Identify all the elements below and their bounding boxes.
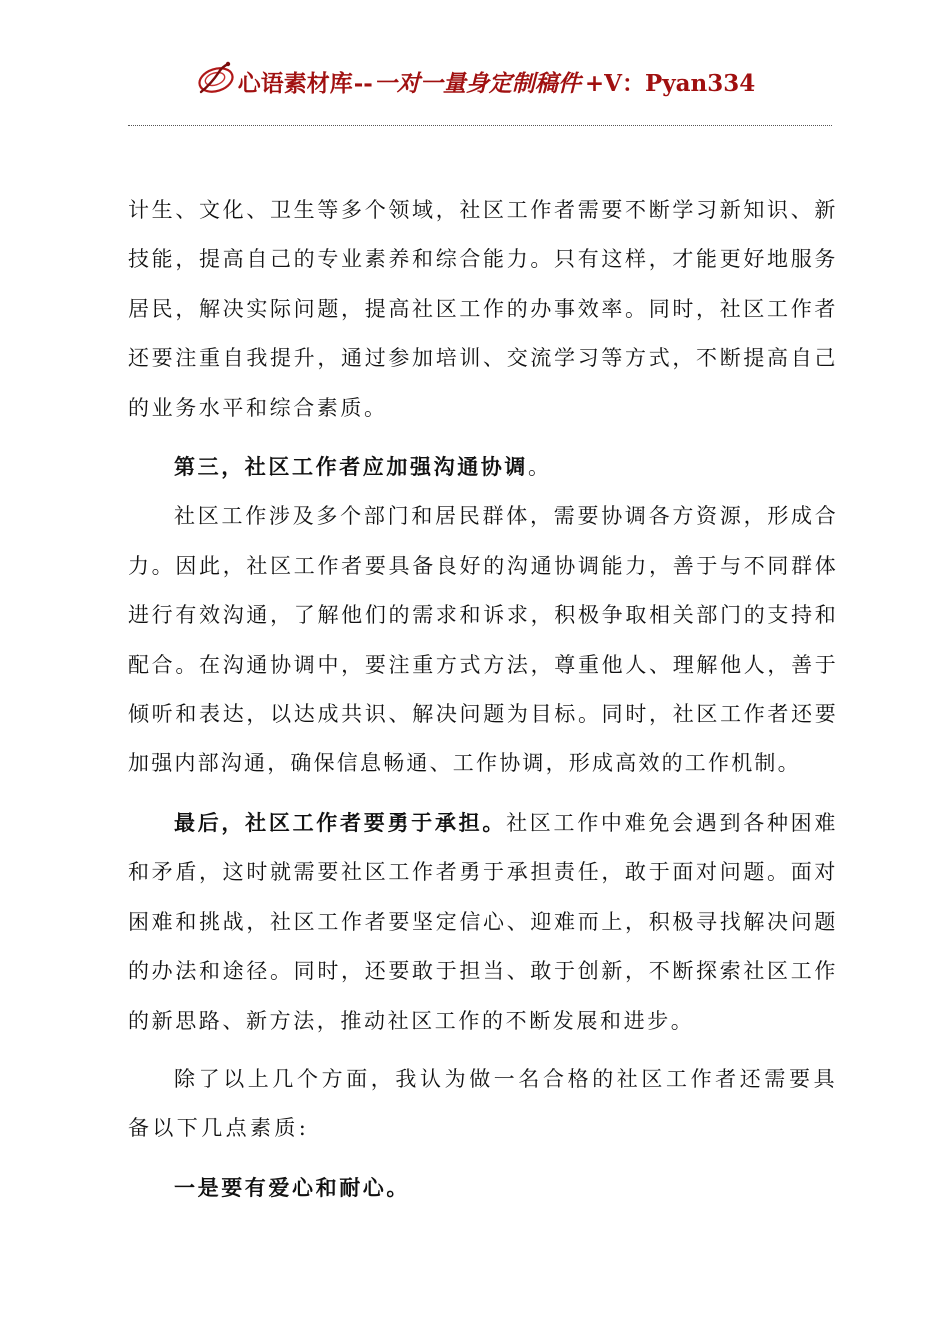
heading-bold-text: 第三，社区工作者应加强沟通协调 xyxy=(174,454,528,480)
document-body xyxy=(128,186,838,1213)
point-one-bold: 一是要有爱心和耐心。 xyxy=(174,1174,410,1200)
brand-logo-icon xyxy=(195,58,237,100)
header-slogan: 一对一量身定制稿件 xyxy=(373,69,581,97)
header-title xyxy=(238,65,756,98)
paragraph-continued: 计生、文化、卫生等多个领域，社区工作者需要不断学习新知识、新技能，提高自己的专业素养和综合能力。只有这样，才能更好地服务居民，解决实际问题，提高社区工作的办事效率。同时，社区工作者还要注重自我提升，通过参加培训、交流学习等方式，不断提高自己的业务水平和综合素质。 xyxy=(128,198,838,420)
header-separator: -- xyxy=(353,69,373,97)
point-one xyxy=(128,1163,838,1213)
header-contact: +V：Pyan334 xyxy=(584,69,756,97)
paragraph-text: 社区工作中难免会遇到各种困难和矛盾，这时就需要社区工作者勇于承担责任，敢于面对问题。面对困难和挑战，社区工作者要坚定信心、迎难而上，积极寻找解决问题的办法和途径。同时，还要敢于担当、敢于创新，不断探索社区工作的新思路、新方法，推动社区工作的不断发展和进步。 xyxy=(128,810,838,1033)
lead-bold-text: 最后，社区工作者要勇于承担。 xyxy=(174,809,507,835)
section-heading-third xyxy=(128,442,838,492)
page-header xyxy=(0,58,950,104)
brand-name: 心语素材库 xyxy=(237,69,353,97)
paragraph-qualities: 除了以上几个方面，我认为做一名合格的社区工作者还需要具备以下几点素质: xyxy=(128,1066,838,1141)
paragraph-communication: 社区工作涉及多个部门和居民群体，需要协调各方资源，形成合力。因此，社区工作者要具备良好的沟通协调能力，善于与不同群体进行有效沟通，了解他们的需求和诉求，积极争取相关部门的支持和配合。在沟通协调中，要注重方式方法，尊重他人、理解他人，善于倾听和表达，以达成共识、解决问题为目标。同时，社区工作者还要加强内部沟通，确保信息畅通、工作协调，形成高效的工作机制。 xyxy=(128,504,838,776)
header-divider xyxy=(128,125,832,126)
heading-tail: 。 xyxy=(528,455,552,480)
paragraph-responsibility xyxy=(128,798,838,1046)
